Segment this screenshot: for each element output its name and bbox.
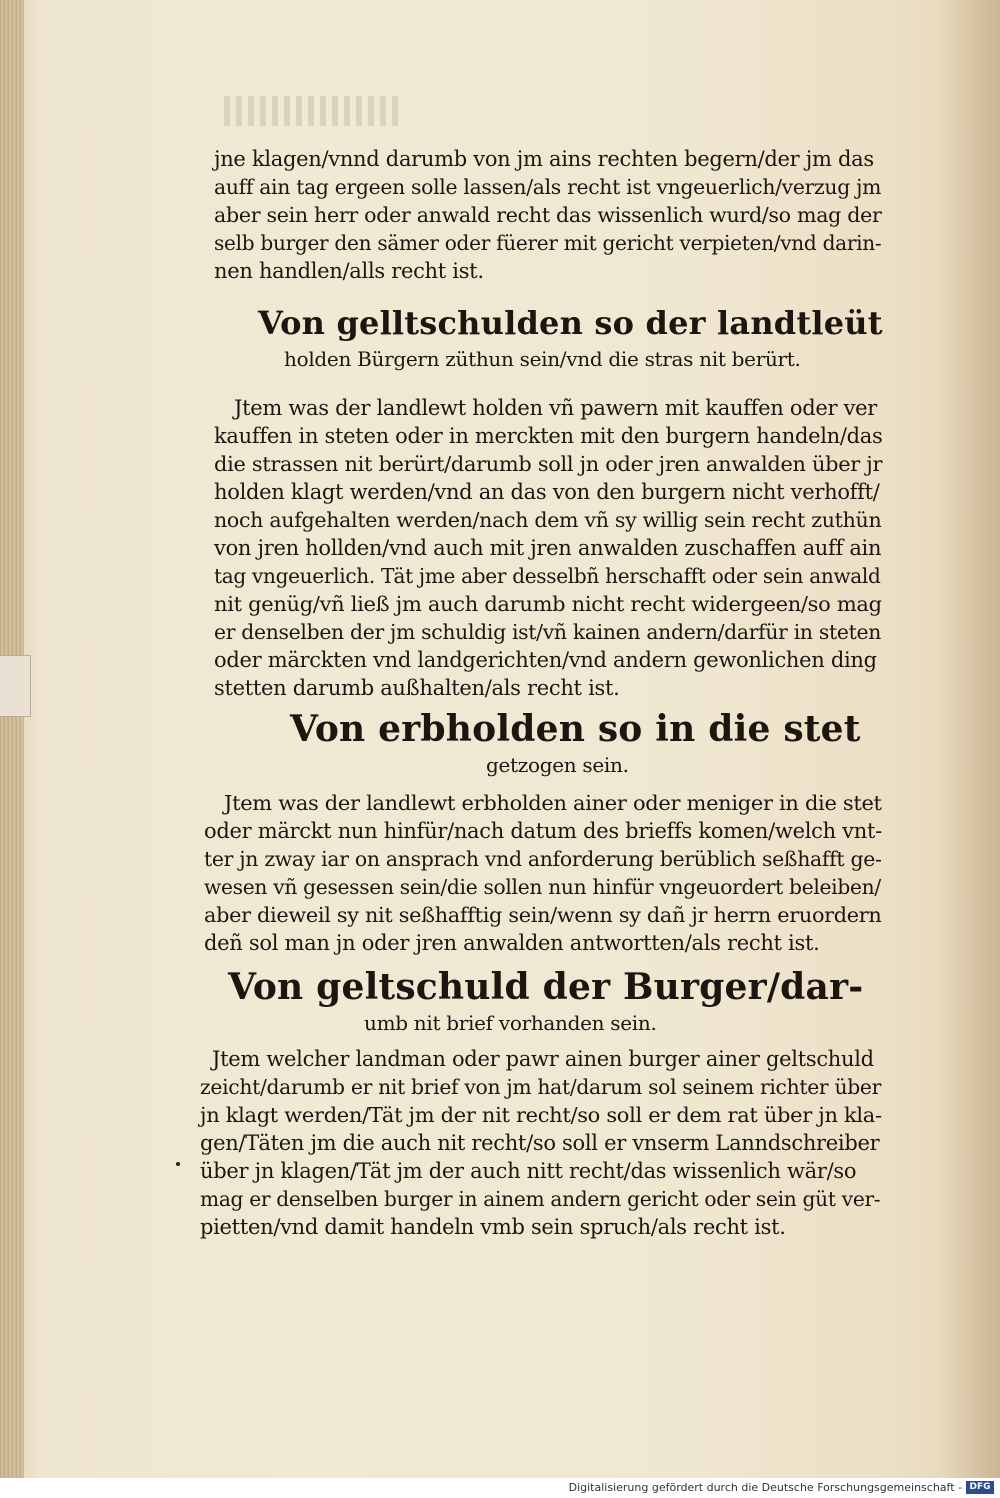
text-line: kauffen in steten oder in merckten mit den burgern handeln/das (214, 424, 883, 448)
text-line: über jn klagen/Tät jm der auch nitt recht/das wissenlich wär/so (200, 1159, 857, 1183)
dfg-logo-icon[interactable]: DFG (966, 1481, 994, 1494)
bleed-through-mark (224, 96, 404, 126)
section-subheading: holden Bürgern züthun sein/vnd die stras nit berürt. (284, 347, 801, 371)
paper-tab (0, 655, 31, 717)
text-line: zeicht/darumb er nit brief von jm hat/darum sol seinem richter über (200, 1075, 882, 1099)
text-line: selb burger den sämer oder füerer mit gericht verpieten/vnd darin- (214, 231, 882, 255)
section-subheading: getzogen sein. (486, 753, 629, 777)
text-line: oder märckt nun hinfür/nach datum des brieffs komen/welch vnt- (204, 819, 882, 843)
text-line: wesen vñ gesessen sein/die sollen nun hinfür vngeuordert beleiben/ (204, 875, 881, 899)
text-line: oder märckten vnd landgerichten/vnd andern gewonlichen ding (214, 648, 877, 672)
text-line: Jtem was der landlewt erbholden ainer oder meniger in die stet (224, 791, 882, 815)
text-line: tag vngeuerlich. Tät jme aber desselbñ herschafft oder sein anwald (214, 564, 881, 588)
page-shadow (940, 0, 1000, 1478)
text-line: jn klagt werden/Tät jm der nit recht/so soll er dem rat über jn kla- (200, 1103, 882, 1127)
text-line: von jren hollden/vnd auch mit jren anwalden zuschaffen auff ain (214, 536, 882, 560)
text-line: holden klagt werden/vnd an das von den burgern nicht verhofft/ (214, 480, 880, 504)
text-line: er denselben der jm schuldig ist/vñ kainen andern/darfür in steten (214, 620, 881, 644)
text-line: noch aufgehalten werden/nach dem vñ sy willig sein recht zuthün (214, 508, 882, 532)
ink-speck (176, 1162, 180, 1166)
text-line: mag er denselben burger in ainem andern gericht oder sein güt ver- (200, 1187, 881, 1211)
section-heading: Von geltschuld der Burger/dar- (228, 966, 864, 1008)
text-line: die strassen nit berürt/darumb soll jn oder jren anwalden über jr (214, 452, 883, 476)
text-line: jne klagen/vnnd darumb von jm ains rechten begern/der jm das (214, 147, 874, 171)
book-spine-edge (0, 0, 24, 1478)
text-line: nen handlen/alls recht ist. (214, 259, 484, 283)
text-line: pietten/vnd damit handeln vmb sein spruch/als recht ist. (200, 1215, 786, 1239)
section-subheading: umb nit brief vorhanden sein. (364, 1011, 657, 1035)
text-line: aber sein herr oder anwald recht das wissenlich wurd/so mag der (214, 203, 882, 227)
viewer-footer (0, 1478, 1000, 1498)
text-line: auff ain tag ergeen solle lassen/als recht ist vngeuerlich/verzug jm (214, 175, 882, 199)
text-line: nit genüg/vñ ließ jm auch darumb nicht recht widergeen/so mag (214, 592, 882, 616)
text-line: aber dieweil sy nit seßhafftig sein/wenn sy dañ jr herrn eruordern (204, 903, 882, 927)
text-line: stetten darumb außhalten/als recht ist. (214, 676, 620, 700)
text-line: gen/Täten jm die auch nit recht/so soll er vnserm Lanndschreiber (200, 1131, 880, 1155)
text-line: deñ sol man jn oder jren anwalden antwortten/als recht ist. (204, 931, 820, 955)
section-heading: Von gelltschulden so der landtleüt (258, 304, 883, 342)
section-heading: Von erbholden so in die stet (290, 708, 861, 750)
text-line: Jtem welcher landman oder pawr ainen burger ainer geltschuld (212, 1047, 874, 1071)
text-line: Jtem was der landlewt holden vñ pawern mit kauffen oder ver (234, 396, 878, 420)
text-line: ter jn zway iar on ansprach vnd anforderung berüblich seßhafft ge- (204, 847, 882, 871)
funding-credit: Digitalisierung gefördert durch die Deutsche Forschungsgemeinschaft - (568, 1481, 962, 1494)
